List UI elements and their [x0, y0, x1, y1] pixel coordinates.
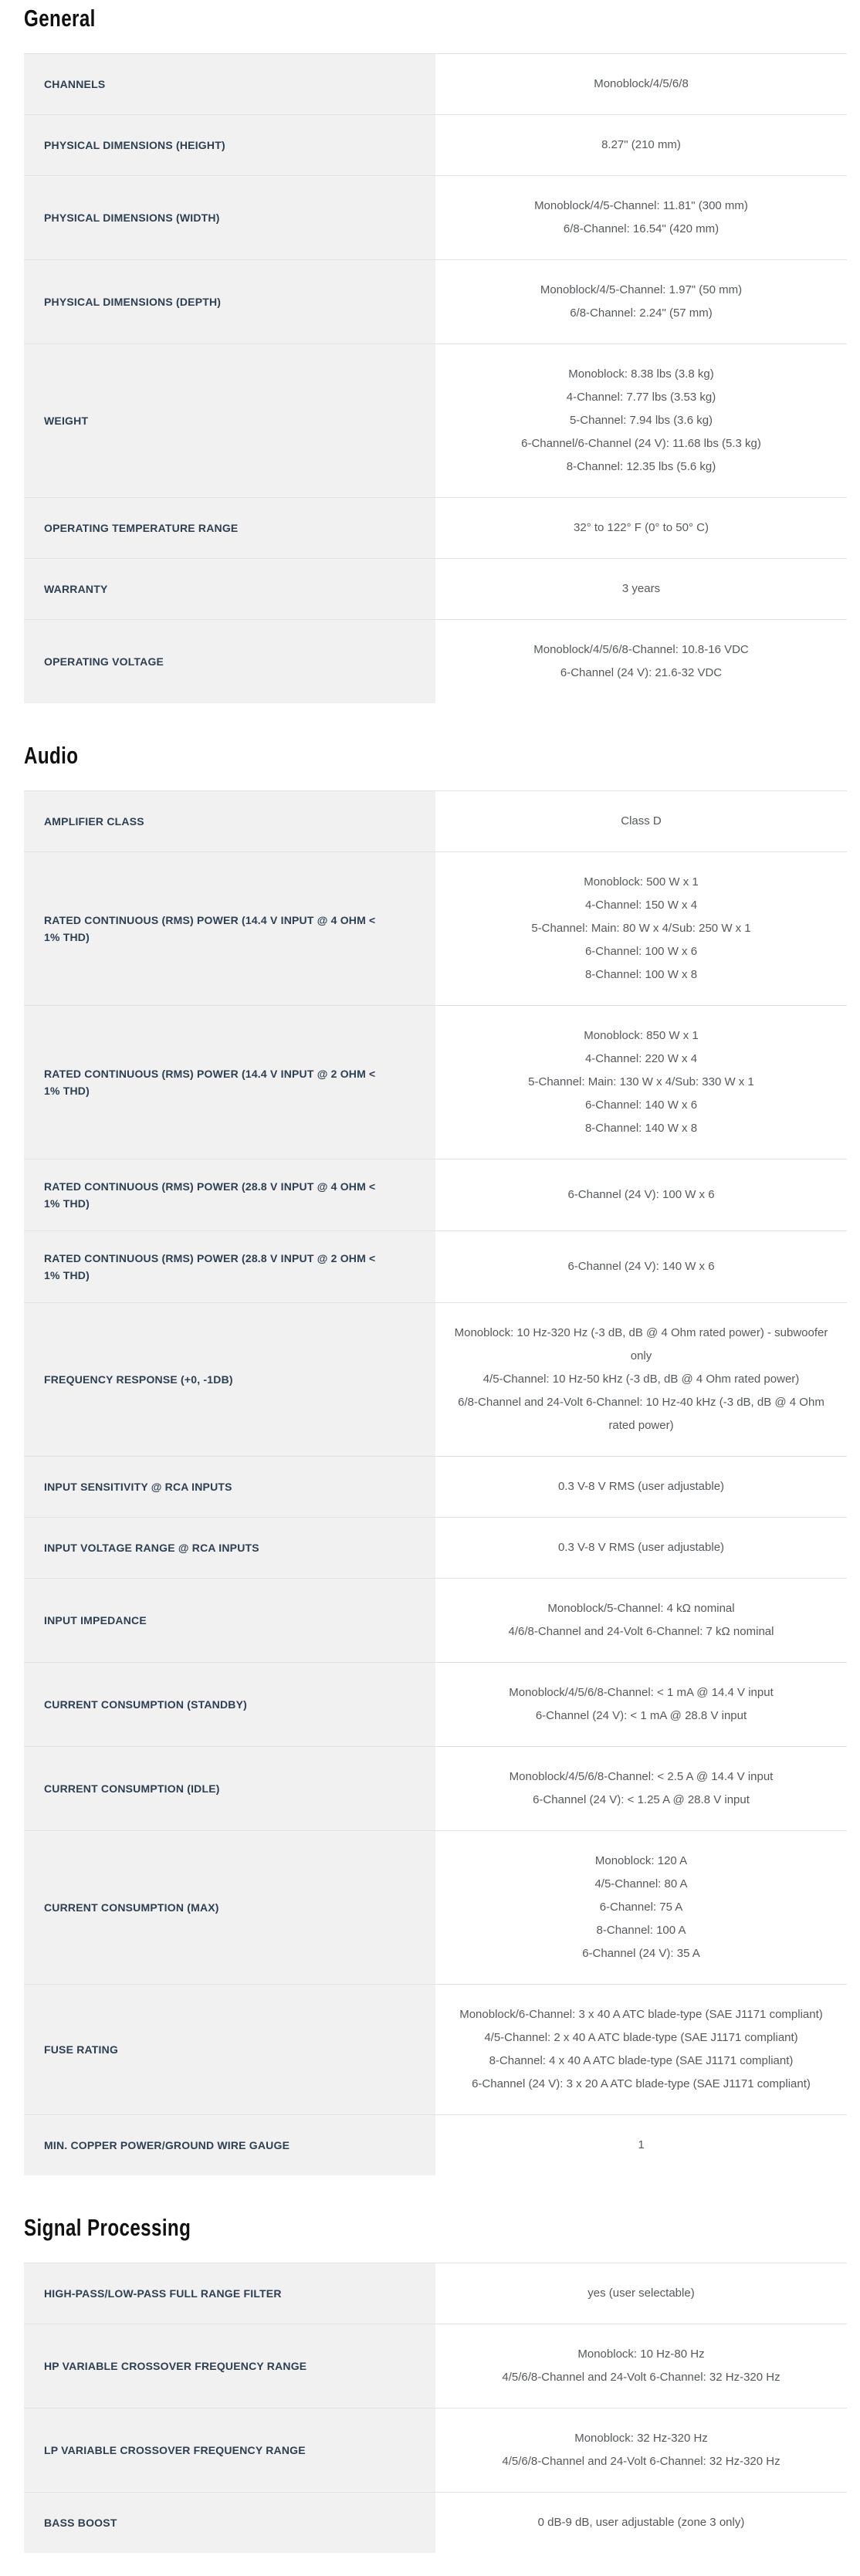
spec-row — [24, 1746, 847, 1830]
spec-value-line: Monoblock: 500 W x 1 — [584, 875, 699, 889]
spec-value-line: 4-Channel: 150 W x 4 — [584, 899, 698, 912]
spec-value — [435, 260, 847, 344]
spec-value-line: 6-Channel (24 V): 3 x 20 A ATC blade-type (SAE J1171 compliant) — [472, 2077, 811, 2090]
spec-value — [435, 1006, 847, 1159]
spec-value-line: 6-Channel (24 V): 35 A — [582, 1947, 700, 1960]
spec-value — [435, 1303, 847, 1456]
spec-value-line: 4-Channel: 7.77 lbs (3.53 kg) — [566, 391, 716, 404]
spec-label: PHYSICAL DIMENSIONS (DEPTH) — [24, 260, 435, 344]
spec-value — [435, 176, 847, 259]
spec-label: RATED CONTINUOUS (RMS) POWER (28.8 V INPUT @ 2 OHM < 1% THD) — [24, 1231, 435, 1302]
spec-value-line: 32° to 122° F (0° to 50° C) — [574, 521, 709, 534]
spec-row — [24, 558, 847, 619]
spec-table — [24, 2263, 847, 2553]
spec-value-line: 0.3 V-8 V RMS (user adjustable) — [557, 1541, 725, 1554]
spec-row — [24, 1005, 847, 1159]
spec-value — [435, 1518, 847, 1578]
spec-label: MIN. COPPER POWER/GROUND WIRE GAUGE — [24, 2115, 435, 2175]
spec-value-line: Monoblock/4/5/6/8-Channel: 10.8-16 VDC — [533, 643, 749, 656]
spec-value — [435, 2493, 847, 2553]
spec-row — [24, 2114, 847, 2175]
spec-row — [24, 497, 847, 558]
spec-value-line: 0 dB-9 dB, user adjustable (zone 3 only) — [537, 2516, 745, 2529]
spec-value-line: 4/5/6/8-Channel and 24-Volt 6-Channel: 32 Hz-320 Hz — [502, 2371, 780, 2384]
spec-value-line: 6-Channel: 140 W x 6 — [584, 1098, 698, 1112]
spec-value — [435, 2324, 847, 2408]
spec-value — [435, 2408, 847, 2492]
spec-value — [435, 2263, 847, 2324]
spec-label: CHANNELS — [24, 54, 435, 114]
spec-value-line: Monoblock/4/5-Channel: 11.81" (300 mm) — [534, 199, 748, 212]
spec-value-line: Monoblock/4/5/6/8-Channel: < 1 mA @ 14.4 V input — [509, 1686, 774, 1699]
spec-section — [24, 742, 847, 2175]
spec-label: CURRENT CONSUMPTION (MAX) — [24, 1831, 435, 1984]
spec-value-line: 8-Channel: 140 W x 8 — [584, 1122, 698, 1135]
spec-row — [24, 1984, 847, 2114]
spec-row — [24, 259, 847, 344]
spec-value-line: 6-Channel (24 V): 21.6-32 VDC — [560, 666, 723, 679]
spec-row — [24, 1159, 847, 1230]
spec-row — [24, 851, 847, 1005]
spec-label: CURRENT CONSUMPTION (STANDBY) — [24, 1663, 435, 1746]
spec-value-line: 6/8-Channel: 16.54" (420 mm) — [563, 222, 719, 235]
spec-value-line: 8-Channel: 100 W x 8 — [584, 968, 698, 981]
spec-value-line: 8-Channel: 100 A — [596, 1924, 686, 1937]
spec-label: FUSE RATING — [24, 1985, 435, 2114]
spec-value-line: Monoblock/4/5/6/8-Channel: < 2.5 A @ 14.4 V input — [509, 1770, 774, 1783]
spec-row — [24, 790, 847, 851]
spec-row — [24, 2263, 847, 2324]
spec-value-line: Monoblock/4/5/6/8 — [594, 77, 689, 90]
spec-row — [24, 1230, 847, 1302]
spec-row — [24, 619, 847, 703]
spec-value-line: Monoblock/5-Channel: 4 kΩ nominal — [547, 1602, 735, 1615]
spec-label: RATED CONTINUOUS (RMS) POWER (14.4 V INPUT @ 2 OHM < 1% THD) — [24, 1006, 435, 1159]
section-title — [24, 5, 847, 32]
spec-value-line: 0.3 V-8 V RMS (user adjustable) — [557, 1480, 725, 1493]
spec-label: OPERATING TEMPERATURE RANGE — [24, 498, 435, 558]
spec-value-line: Monoblock: 10 Hz-80 Hz — [577, 2348, 705, 2361]
spec-value — [435, 1457, 847, 1517]
spec-label: OPERATING VOLTAGE — [24, 620, 435, 703]
spec-value-line: 4/5-Channel: 2 x 40 A ATC blade-type (SAE J1171 compliant) — [484, 2031, 798, 2044]
spec-value-line: 5-Channel: Main: 130 W x 4/Sub: 330 W x 1 — [528, 1075, 754, 1088]
spec-value — [435, 1159, 847, 1230]
spec-label: PHYSICAL DIMENSIONS (HEIGHT) — [24, 115, 435, 175]
spec-value — [435, 852, 847, 1005]
spec-value-line: Monoblock: 850 W x 1 — [584, 1029, 699, 1042]
spec-label: PHYSICAL DIMENSIONS (WIDTH) — [24, 176, 435, 259]
spec-row — [24, 2324, 847, 2408]
spec-label: AMPLIFIER CLASS — [24, 791, 435, 851]
spec-value-line: 6/8-Channel: 2.24" (57 mm) — [570, 306, 713, 320]
spec-value-line: 6-Channel (24 V): < 1.25 A @ 28.8 V input — [533, 1793, 750, 1806]
spec-value-line: Monoblock: 8.38 lbs (3.8 kg) — [568, 367, 714, 381]
spec-label: WEIGHT — [24, 344, 435, 497]
spec-row — [24, 1578, 847, 1662]
spec-value — [435, 1231, 847, 1302]
spec-label: INPUT VOLTAGE RANGE @ RCA INPUTS — [24, 1518, 435, 1578]
spec-label: BASS BOOST — [24, 2493, 435, 2553]
spec-row — [24, 344, 847, 497]
spec-value — [435, 498, 847, 558]
spec-label: FREQUENCY RESPONSE (+0, -1DB) — [24, 1303, 435, 1456]
spec-value-line: 1 — [638, 2138, 645, 2151]
spec-value-line: 6/8-Channel and 24-Volt 6-Channel: 10 Hz-40 kHz (-3 dB, dB @ 4 Ohm rated power) — [458, 1396, 824, 1432]
spec-value-line: 4/5/6/8-Channel and 24-Volt 6-Channel: 32 Hz-320 Hz — [502, 2455, 780, 2468]
spec-value-line: Monoblock: 10 Hz-320 Hz (-3 dB, dB @ 4 Ohm rated power) - subwoofer only — [454, 1326, 828, 1362]
spec-label: HIGH-PASS/LOW-PASS FULL RANGE FILTER — [24, 2263, 435, 2324]
spec-label: INPUT IMPEDANCE — [24, 1579, 435, 1662]
spec-value — [435, 559, 847, 619]
spec-value-line: 6-Channel (24 V): < 1 mA @ 28.8 V input — [535, 1709, 747, 1722]
spec-row — [24, 1302, 847, 1456]
spec-row — [24, 2492, 847, 2553]
spec-row — [24, 53, 847, 114]
spec-table — [24, 53, 847, 703]
spec-value-line: Monoblock/6-Channel: 3 x 40 A ATC blade-type (SAE J1171 compliant) — [459, 2008, 823, 2021]
spec-value-line: Monoblock: 120 A — [594, 1854, 688, 1867]
spec-label: WARRANTY — [24, 559, 435, 619]
spec-row — [24, 2408, 847, 2492]
section-title — [24, 2214, 847, 2242]
spec-value-line: 6-Channel/6-Channel (24 V): 11.68 lbs (5.3 kg) — [521, 437, 761, 450]
spec-value-line: 6-Channel (24 V): 140 W x 6 — [567, 1260, 715, 1273]
section-title-text: Audio — [24, 742, 79, 769]
spec-label: INPUT SENSITIVITY @ RCA INPUTS — [24, 1457, 435, 1517]
spec-label: RATED CONTINUOUS (RMS) POWER (14.4 V INPUT @ 4 OHM < 1% THD) — [24, 852, 435, 1005]
spec-section — [24, 5, 847, 703]
spec-value-line: 6-Channel: 100 W x 6 — [584, 945, 698, 958]
section-title-text: Signal Processing — [24, 2214, 191, 2241]
spec-value-line: 8-Channel: 12.35 lbs (5.6 kg) — [566, 460, 716, 473]
spec-value-line: 4/6/8-Channel and 24-Volt 6-Channel: 7 kΩ nominal — [508, 1625, 774, 1638]
spec-row — [24, 114, 847, 175]
section-title-text: General — [24, 5, 96, 32]
spec-row — [24, 1517, 847, 1578]
spec-value — [435, 115, 847, 175]
spec-value-line: Monoblock: 32 Hz-320 Hz — [574, 2432, 708, 2445]
spec-row — [24, 175, 847, 259]
spec-value — [435, 1579, 847, 1662]
spec-value-line: 5-Channel: 7.94 lbs (3.6 kg) — [569, 414, 713, 427]
section-title — [24, 742, 847, 770]
spec-value — [435, 344, 847, 497]
spec-value — [435, 54, 847, 114]
spec-row — [24, 1830, 847, 1984]
spec-table — [24, 790, 847, 2175]
spec-value — [435, 791, 847, 851]
spec-value — [435, 2115, 847, 2175]
spec-value-line: 6-Channel (24 V): 100 W x 6 — [567, 1188, 715, 1201]
spec-value — [435, 1663, 847, 1746]
spec-value — [435, 1985, 847, 2114]
spec-value-line: 5-Channel: Main: 80 W x 4/Sub: 250 W x 1 — [531, 922, 751, 935]
spec-value — [435, 1831, 847, 1984]
spec-value-line: 4/5-Channel: 80 A — [594, 1877, 688, 1891]
spec-section — [24, 2214, 847, 2553]
spec-value-line: 8.27" (210 mm) — [601, 138, 681, 151]
spec-label: RATED CONTINUOUS (RMS) POWER (28.8 V INPUT @ 4 OHM < 1% THD) — [24, 1159, 435, 1230]
spec-row — [24, 1662, 847, 1746]
spec-row — [24, 1456, 847, 1517]
spec-value-line: Monoblock/4/5-Channel: 1.97" (50 mm) — [540, 283, 743, 296]
spec-label: CURRENT CONSUMPTION (IDLE) — [24, 1747, 435, 1830]
spec-value-line: 4-Channel: 220 W x 4 — [584, 1052, 698, 1065]
spec-value — [435, 1747, 847, 1830]
spec-value-line: Class D — [621, 814, 662, 828]
spec-value-line: 3 years — [621, 582, 661, 595]
spec-value-line: 8-Channel: 4 x 40 A ATC blade-type (SAE J1171 compliant) — [489, 2054, 794, 2067]
spec-value — [435, 620, 847, 703]
spec-label: HP VARIABLE CROSSOVER FREQUENCY RANGE — [24, 2324, 435, 2408]
spec-value-line: 4/5-Channel: 10 Hz-50 kHz (-3 dB, dB @ 4 Ohm rated power) — [482, 1373, 800, 1386]
spec-value-line: yes (user selectable) — [587, 2287, 695, 2300]
spec-value-line: 6-Channel: 75 A — [599, 1901, 683, 1914]
spec-label: LP VARIABLE CROSSOVER FREQUENCY RANGE — [24, 2408, 435, 2492]
